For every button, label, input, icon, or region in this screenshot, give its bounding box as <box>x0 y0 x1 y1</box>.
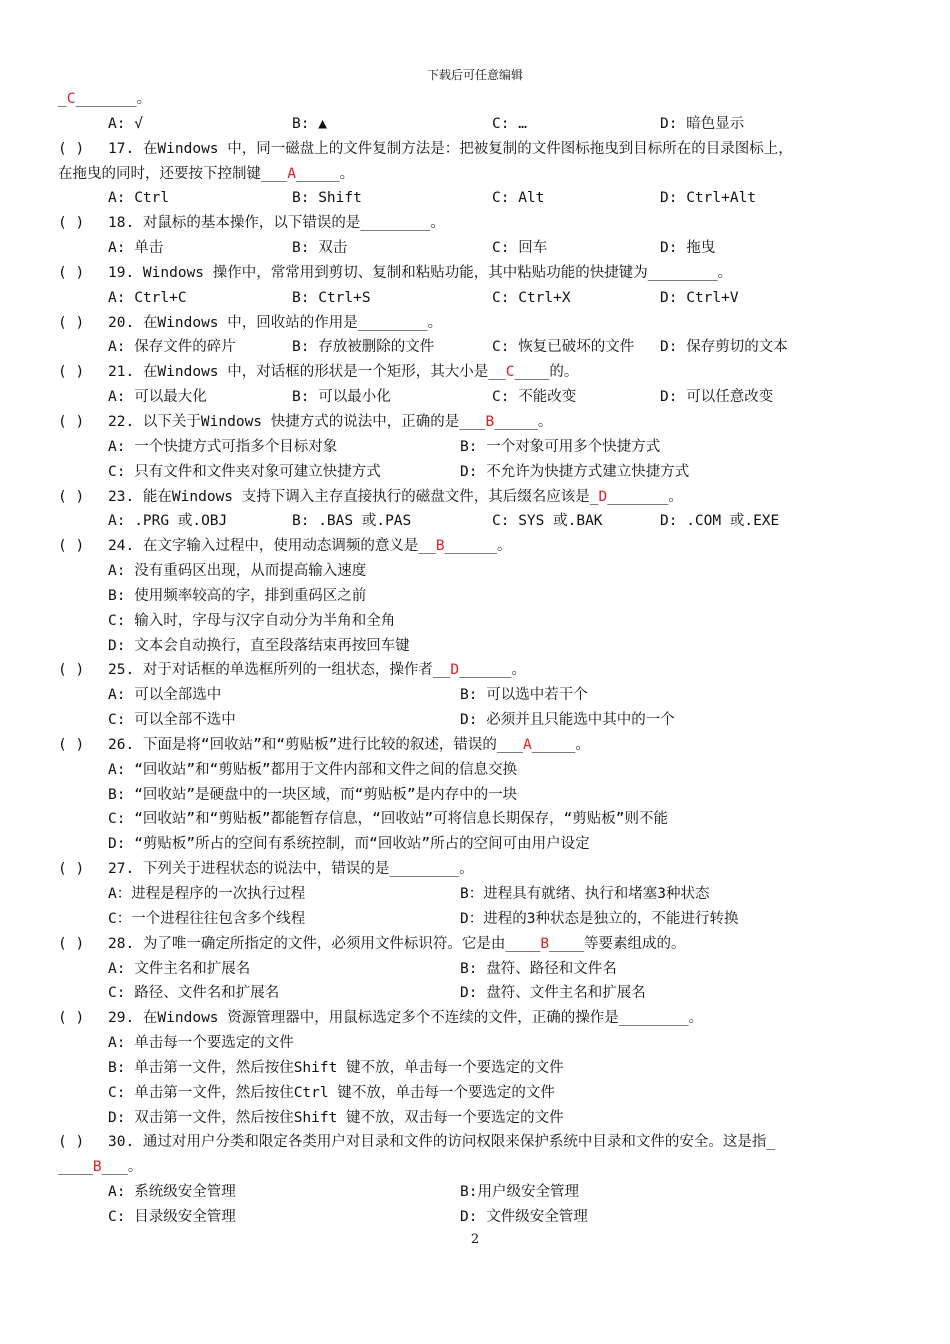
answer-parenthesis: ( ) <box>58 1134 85 1151</box>
question-22-options-cd <box>58 460 894 485</box>
question-30-options-cd <box>58 1205 894 1230</box>
option-c: C：一个进程往往包含多个线程 <box>108 910 306 927</box>
answer-mark: C <box>505 364 515 381</box>
option-b: B: “回收站”是硬盘中的一块区域，而“剪贴板”是内存中的一块 <box>108 786 518 803</box>
option-b: B: 存放被删除的文件 <box>292 339 435 356</box>
option-a: A: 单击每一个要选定的文件 <box>108 1035 294 1052</box>
option-a: A: 文件主名和扩展名 <box>108 960 251 977</box>
question-28-options-cd <box>58 981 894 1006</box>
answer-mark: A <box>287 165 296 182</box>
answer-mark: B <box>540 935 550 952</box>
question-26: ( ) 26. 下面是将“回收站”和“剪贴板”进行比较的叙述，错误的___A_____。 <box>58 733 894 758</box>
option-a: A: 可以最大化 <box>108 389 207 406</box>
answer-parenthesis: ( ) <box>58 861 85 878</box>
question-list <box>58 87 894 1230</box>
option-b: B: 双击 <box>292 240 348 257</box>
answer-parenthesis: ( ) <box>58 264 85 281</box>
question-18: ( ) 18. 对鼠标的基本操作，以下错误的是________。 <box>58 211 894 236</box>
question-17-cont: 在拖曳的同时，还要按下控制键___A_____。 <box>58 165 355 182</box>
option-a: A: 系统级安全管理 <box>108 1184 236 1201</box>
option-d: D: Ctrl+Alt <box>660 190 757 207</box>
option-d: D: 可以任意改变 <box>660 389 774 406</box>
question-25: ( ) 25. 对于对话框的单选框所列的一组状态，操作者__D______。 <box>58 658 894 683</box>
question-16-options <box>58 112 894 137</box>
option-a: A: 一个快捷方式可指多个目标对象 <box>108 438 338 455</box>
option-c: C: 恢复已破坏的文件 <box>492 339 635 356</box>
option-d: D: 拖曳 <box>660 240 716 257</box>
question-28-options-ab <box>58 957 894 982</box>
answer-parenthesis: ( ) <box>58 538 85 555</box>
question-23: ( ) 23. 能在Windows 支持下调入主存直接执行的磁盘文件，其后缀名应该是_D_______。 <box>58 485 894 510</box>
question-16-tail: _C_______。 <box>58 91 152 107</box>
option-d: D: 暗色显示 <box>660 115 745 132</box>
option-c: C: Alt <box>492 190 545 207</box>
answer-parenthesis: ( ) <box>58 736 85 753</box>
option-c: C: 输入时，字母与汉字自动分为半角和全角 <box>108 612 396 629</box>
question-28: ( ) 28. 为了唯一确定所指定的文件，必须用文件标识符。它是由____B____等要素组成的。 <box>58 932 894 957</box>
option-a: A: “回收站”和“剪贴板”都用于文件内部和文件之间的信息交换 <box>108 761 518 778</box>
option-b: B: ▲ <box>292 115 327 132</box>
option-b: B: 一个对象可用多个快捷方式 <box>460 438 661 455</box>
question-27: ( ) 27. 下列关于进程状态的说法中，错误的是________。 <box>58 857 894 882</box>
answer-parenthesis: ( ) <box>58 364 85 381</box>
option-d: D: 盘符、文件主名和扩展名 <box>460 985 646 1002</box>
option-c: C: 可以全部不选中 <box>108 712 236 729</box>
option-b: B: Ctrl+S <box>292 289 371 306</box>
answer-parenthesis: ( ) <box>58 1010 85 1027</box>
answer-parenthesis: ( ) <box>58 140 85 157</box>
answer-mark: B <box>92 1159 102 1176</box>
option-c: C: “回收站”和“剪贴板”都能暂存信息，“回收站”可将信息长期保存，“剪贴板”则不能 <box>108 811 669 828</box>
option-a: A: Ctrl+C <box>108 289 187 306</box>
answer-parenthesis: ( ) <box>58 662 85 679</box>
question-19-options <box>58 286 894 311</box>
option-a: A: 可以全部选中 <box>108 687 222 704</box>
answer-parenthesis: ( ) <box>58 413 85 430</box>
answer-mark: C <box>66 91 76 107</box>
option-b: B: 单击第一文件，然后按住Shift 键不放，单击每一个要选定的文件 <box>108 1059 564 1076</box>
question-29: ( ) 29. 在Windows 资源管理器中，用鼠标选定多个不连续的文件，正确的操作是________。 <box>58 1006 894 1031</box>
question-27-options-ab <box>58 882 894 907</box>
option-c: C: 单击第一文件，然后按住Ctrl 键不放，单击每一个要选定的文件 <box>108 1084 555 1101</box>
question-21-options <box>58 385 894 410</box>
option-a: A: 保存文件的碎片 <box>108 339 236 356</box>
option-a: A: 单击 <box>108 240 164 257</box>
option-d: D: .COM 或.EXE <box>660 513 780 530</box>
answer-mark: A <box>523 736 532 753</box>
question-21: ( ) 21. 在Windows 中，对话框的形状是一个矩形，其大小是__C____的。 <box>58 360 894 385</box>
question-23-options <box>58 509 894 534</box>
option-c: C: 只有文件和文件夹对象可建立快捷方式 <box>108 463 381 480</box>
option-b: B: Shift <box>292 190 362 207</box>
answer-parenthesis: ( ) <box>58 314 85 331</box>
answer-parenthesis: ( ) <box>58 488 85 505</box>
question-22-options-ab <box>58 435 894 460</box>
option-c: C: … <box>492 115 527 132</box>
option-b: B:用户级安全管理 <box>460 1184 579 1201</box>
question-19: ( ) 19. Windows 操作中，常常用到剪切、复制和粘贴功能，其中粘贴功能的快捷键为________。 <box>58 261 894 286</box>
option-c: C: 不能改变 <box>492 389 577 406</box>
question-25-options-cd <box>58 708 894 733</box>
answer-mark: D <box>598 488 608 505</box>
option-b: B: 可以最小化 <box>292 389 391 406</box>
question-30: ( ) 30. 通过对用户分类和限定各类用户对目录和文件的访问权限来保护系统中目录和文件的安全。这是指_ <box>58 1130 894 1155</box>
question-30-cont: ____B___。 <box>58 1159 143 1176</box>
answer-mark: B <box>435 538 445 555</box>
option-d: D: Ctrl+V <box>660 289 739 306</box>
option-a: A: 没有重码区出现，从而提高输入速度 <box>108 563 367 580</box>
option-d: D: 文本会自动换行，直至段落结束再按回车键 <box>108 637 410 654</box>
answer-parenthesis: ( ) <box>58 935 85 952</box>
question-20: ( ) 20. 在Windows 中，回收站的作用是________。 <box>58 311 894 336</box>
option-d: D: 必须并且只能选中其中的一个 <box>460 712 675 729</box>
option-a: A: Ctrl <box>108 190 170 207</box>
question-22: ( ) 22. 以下关于Windows 快捷方式的说法中，正确的是___B_____。 <box>58 410 894 435</box>
option-d: D: 保存剪切的文本 <box>660 339 788 356</box>
option-b: B: 可以选中若干个 <box>460 687 588 704</box>
option-c: C: 路径、文件名和扩展名 <box>108 985 280 1002</box>
option-c: C: SYS 或.BAK <box>492 513 603 530</box>
option-a: A: .PRG 或.OBJ <box>108 513 228 530</box>
option-b: B：进程具有就绪、执行和堵塞3种状态 <box>460 886 710 902</box>
option-c: C: 回车 <box>492 240 548 257</box>
option-d: D：进程的3种状态是独立的，不能进行转换 <box>460 910 739 927</box>
question-30-options-ab <box>58 1180 894 1205</box>
option-b: B: 使用频率较高的字，排到重码区之前 <box>108 587 367 604</box>
page-number: 2 <box>470 1232 480 1247</box>
option-d: D: 文件级安全管理 <box>460 1208 588 1225</box>
option-d: D: 不允许为快捷方式建立快捷方式 <box>460 463 690 480</box>
option-d: D: 双击第一文件，然后按住Shift 键不放，双击每一个要选定的文件 <box>108 1109 564 1126</box>
page-header: 下载后可任意编辑 <box>426 68 523 82</box>
question-20-options <box>58 335 894 360</box>
option-b: B: 盘符、路径和文件名 <box>460 960 617 977</box>
question-25-options-ab <box>58 683 894 708</box>
option-d: D: “剪贴板”所占的空间有系统控制，而“回收站”所占的空间可由用户设定 <box>108 836 590 853</box>
option-c: C: 目录级安全管理 <box>108 1208 236 1225</box>
question-27-options-cd <box>58 907 894 932</box>
question-24: ( ) 24. 在文字输入过程中，使用动态调频的意义是__B______。 <box>58 534 894 559</box>
option-a: A：进程是程序的一次执行过程 <box>108 886 306 902</box>
question-17-options <box>58 186 894 211</box>
answer-mark: D <box>450 662 460 679</box>
answer-mark: B <box>485 413 495 430</box>
question-18-options <box>58 236 894 261</box>
question-17: ( ) 17. 在Windows 中，同一磁盘上的文件复制方法是：把被复制的文件图标拖曳到目标所在的目录图标上， <box>58 137 894 162</box>
option-c: C: Ctrl+X <box>492 289 571 306</box>
option-b: B: .BAS 或.PAS <box>292 513 412 530</box>
option-a: A: √ <box>108 115 143 132</box>
answer-parenthesis: ( ) <box>58 215 85 232</box>
